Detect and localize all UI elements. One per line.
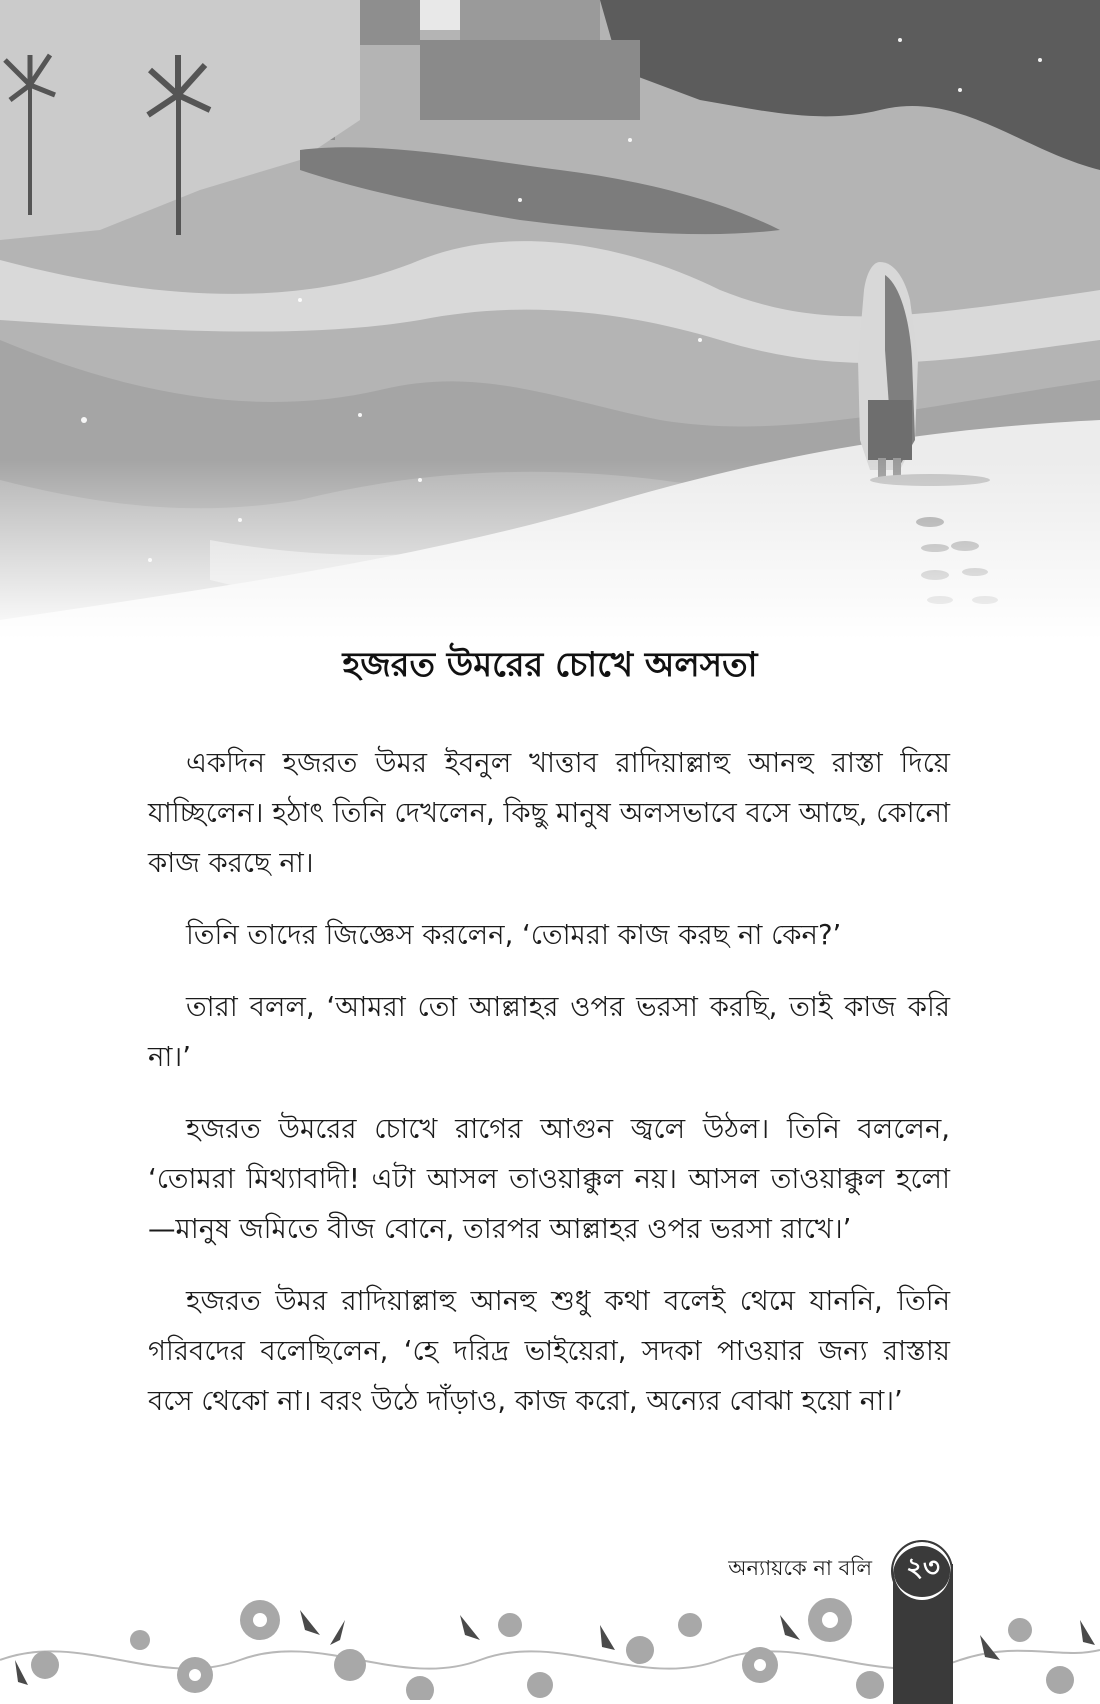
chapter-title: হজরত উমরের চোখে অলসতা [342,645,758,685]
desert-scene-image [0,0,1100,640]
running-footer-title: অন্যায়কে না বলি [728,1556,872,1580]
page-number-tab [893,1540,953,1700]
paragraph: একদিন হজরত উমর ইবনুল খাত্তাব রাদিয়াল্লাহু আনহু রাস্তা দিয়ে যাচ্ছিলেন। হঠাৎ তিনি দেখলেন, কিছু মানুষ অলসভাবে বসে আছে, কোনো কাজ করছে না। [148,747,950,879]
paragraph: তিনি তাদের জিজ্ঞেস করলেন, ‘তোমরা কাজ করছ না কেন?’ [186,919,842,951]
paragraph: তারা বলল, ‘আমরা তো আল্লাহর ওপর ভরসা করছি, তাই কাজ করি না।’ [148,991,950,1073]
paragraph: হজরত উমরের চোখে রাগের আগুন জ্বলে উঠল। তিনি বললেন, ‘তোমরা মিথ্যাবাদী! এটা আসল তাওয়াক্কুল নয়। আসল তাওয়াক্কুল হলো—মানুষ জমিতে বীজ বোনে, তারপর আল্লাহর ওপর ভরসা রাখে।’ [148,1113,950,1245]
paragraph: হজরত উমর রাদিয়াল্লাহু আনহু শুধু কথা বলেই থেমে যাননি, তিনি গরিবদের বলেছিলেন, ‘হে দরিদ্র ভাইয়েরা, সদকা পাওয়ার জন্য রাস্তায় বসে থেকো না। বরং উঠে দাঁড়াও, কাজ করো, অন্যের বোঝা হয়ো না।’ [148,1285,950,1417]
chapter-illustration [0,0,1100,640]
story-body [148,738,950,1448]
page-number: ২৩ [906,1553,940,1583]
